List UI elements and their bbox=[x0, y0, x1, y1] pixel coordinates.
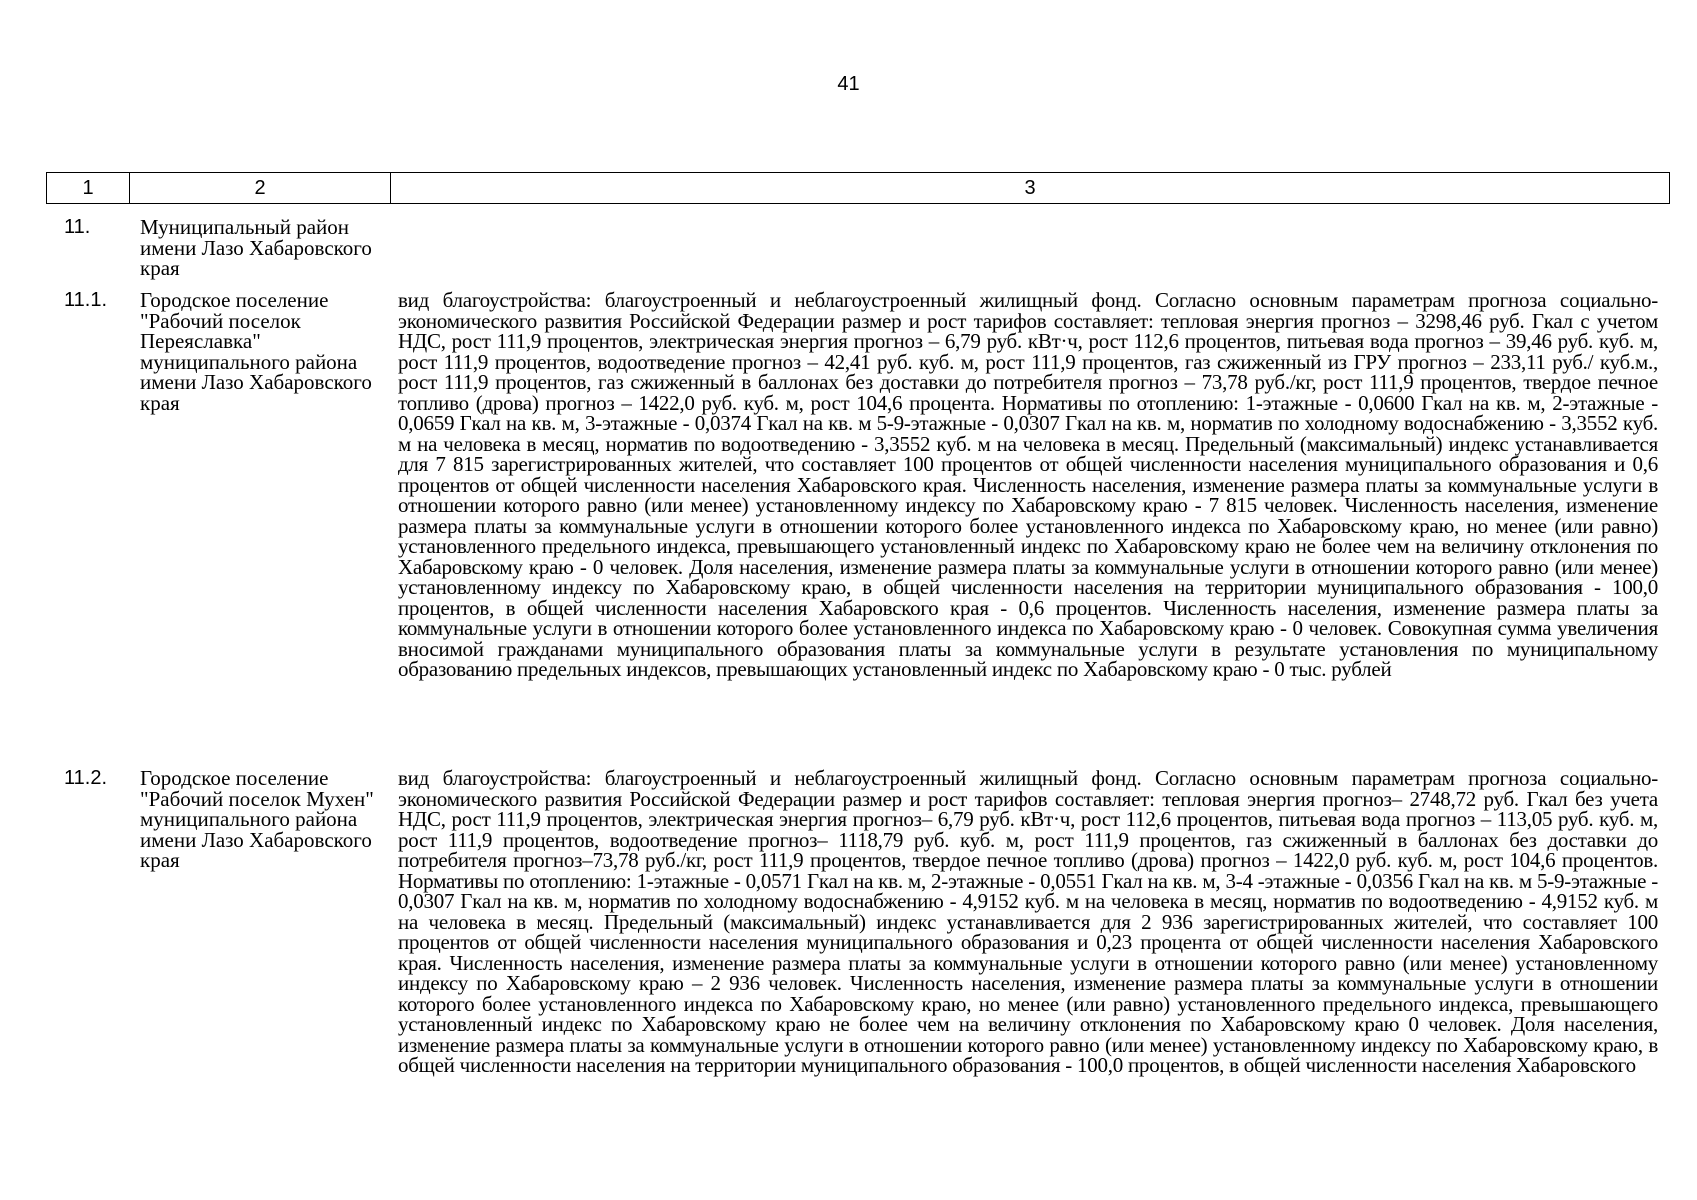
column-header-row bbox=[47, 173, 1670, 204]
column-header-3: 3 bbox=[391, 173, 1670, 204]
page-number: 41 bbox=[837, 73, 860, 95]
municipality-name: Муниципальный район имени Лазо Хабаровского края bbox=[140, 215, 372, 280]
column-header-2: 2 bbox=[130, 173, 391, 204]
municipality-name: Городское поселение "Рабочий поселок Мухен" муниципального района имени Лазо Хабаровского края bbox=[140, 766, 374, 872]
row-number: 11.1. bbox=[64, 289, 107, 311]
row-number: 11.2. bbox=[64, 767, 107, 789]
municipality-name: Городское поселение "Рабочий поселок Переяславка" муниципального района имени Лазо Хабаровского края bbox=[140, 288, 372, 415]
row-description: вид благоустройства: благоустроенный и неблагоустроенный жилищный фонд. Согласно основным параметрам прогноза социально-экономического развития Российской Федерации размер и рост тарифов составляет: тепловая энергия прогноз – 3298,46 руб. Гкал с учетом НДС, рост 111,9 процентов, электрическая энергия прогноз – 6,79 руб. кВт·ч, рост 112,6 процентов, питьевая вода прогноз – 39,46 руб. куб. м, рост 111,9 процентов, водоотведение прогноз – 42,41 руб. куб. м, рост 111,9 процентов, газ сжиженный из ГРУ прогноз – 233,11 руб./ куб.м., рост 111,9 процентов, газ сжиженный в баллонах без доставки до потребителя прогноз – 73,78 руб./кг, рост 111,9 процентов, твердое печное топливо (дрова) прогноз – 1422,0 руб. куб. м, рост 104,6 процента. Нормативы по отоплению: 1-этажные - 0,0600 Гкал на кв. м, 2-этажные - 0,0659 Гкал на кв. м, 3-этажные - 0,0374 Гкал на кв. м 5-9-этажные - 0,0307 Гкал на кв. м, норматив по холодному водоснабжению - 3,3552 куб. м на человека в месяц, норматив по водоотведению - 3,3552 куб. м на человека в месяц. Предельный (максимальный) индекс устанавливается для 7 815 зарегистрированных жителей, что составляет 100 процентов от общей численности населения муниципального образования и 0,6 процентов от общей численности населения Хабаровского края. Численность населения, изменение размера платы за коммунальные услуги в отношении которого равно (или менее) установленному индексу по Хабаровскому краю - 7 815 человек. Численность населения, изменение размера платы за коммунальные услуги в отношении которого более установленного индекса по Хабаровскому краю, но менее (или равно) установленного предельного индекса, превышающего установленный индекс по Хабаровскому краю не более чем на величину отклонения по Хабаровскому краю - 0 человек. Доля населения, изменение размера платы за коммунальные услуги в отношении которого равно (или менее) установленному индексу по Хабаровскому краю, в общей численности населения на территории муниципального образования - 100,0 процентов, в общей численности населения Хабаровского края - 0,6 процентов. Численность населения, изменение размера платы за коммунальные услуги в отношении которого более установленного индекса по Хабаровскому краю - 0 человек. Совокупная сумма увеличения вносимой гражданами муниципального образования платы за коммунальные услуги в результате установления по муниципальному образованию предельных индексов, превышающих установленный индекс по Хабаровскому краю - 0 тыс. рублей bbox=[398, 288, 1658, 681]
column-header-table bbox=[46, 172, 1670, 204]
row-number: 11. bbox=[64, 216, 91, 238]
row-description: вид благоустройства: благоустроенный и неблагоустроенный жилищный фонд. Согласно основным параметрам прогноза социально-экономического развития Российской Федерации размер и рост тарифов составляет: тепловая энергия прогноз– 2748,72 руб. Гкал без учета НДС, рост 111,9 процентов, электрическая энергия прогноз– 6,79 руб. кВт·ч, рост 112,6 процентов, питьевая вода прогноз – 113,05 руб. куб. м, рост 111,9 процентов, водоотведение прогноз– 1118,79 руб. куб. м, рост 111,9 процентов, газ сжиженный в баллонах без доставки до потребителя прогноз–73,78 руб./кг, рост 111,9 процентов, твердое печное топливо (дрова) прогноз – 1422,0 руб. куб. м, рост 104,6 процентов. Нормативы по отоплению: 1-этажные - 0,0571 Гкал на кв. м, 2-этажные - 0,0551 Гкал на кв. м, 3-4 -этажные - 0,0356 Гкал на кв. м 5-9-этажные - 0,0307 Гкал на кв. м, норматив по холодному водоснабжению - 4,9152 куб. м на человека в месяц, норматив по водоотведению - 4,9152 куб. м на человека в месяц. Предельный (максимальный) индекс устанавливается для 2 936 зарегистрированных жителей, что составляет 100 процентов от общей численности населения муниципального образования и 0,23 процента от общей численности населения Хабаровского края. Численность населения, изменение размера платы за коммунальные услуги в отношении которого равно (или менее) установленному индексу по Хабаровскому краю – 2 936 человек. Численность населения, изменение размера платы за коммунальные услуги в отношении которого более установленного индекса по Хабаровскому краю, но менее (или равно) установленного предельного индекса, превышающего установленный индекс по Хабаровскому краю не более чем на величину отклонения по Хабаровскому краю 0 человек. Доля населения, изменение размера платы за коммунальные услуги в отношении которого равно (или менее) установленному индексу по Хабаровскому краю, в общей численности населения на территории муниципального образования - 100,0 процентов, в общей численности населения Хабаровского bbox=[398, 766, 1658, 1077]
column-header-1: 1 bbox=[47, 173, 130, 204]
